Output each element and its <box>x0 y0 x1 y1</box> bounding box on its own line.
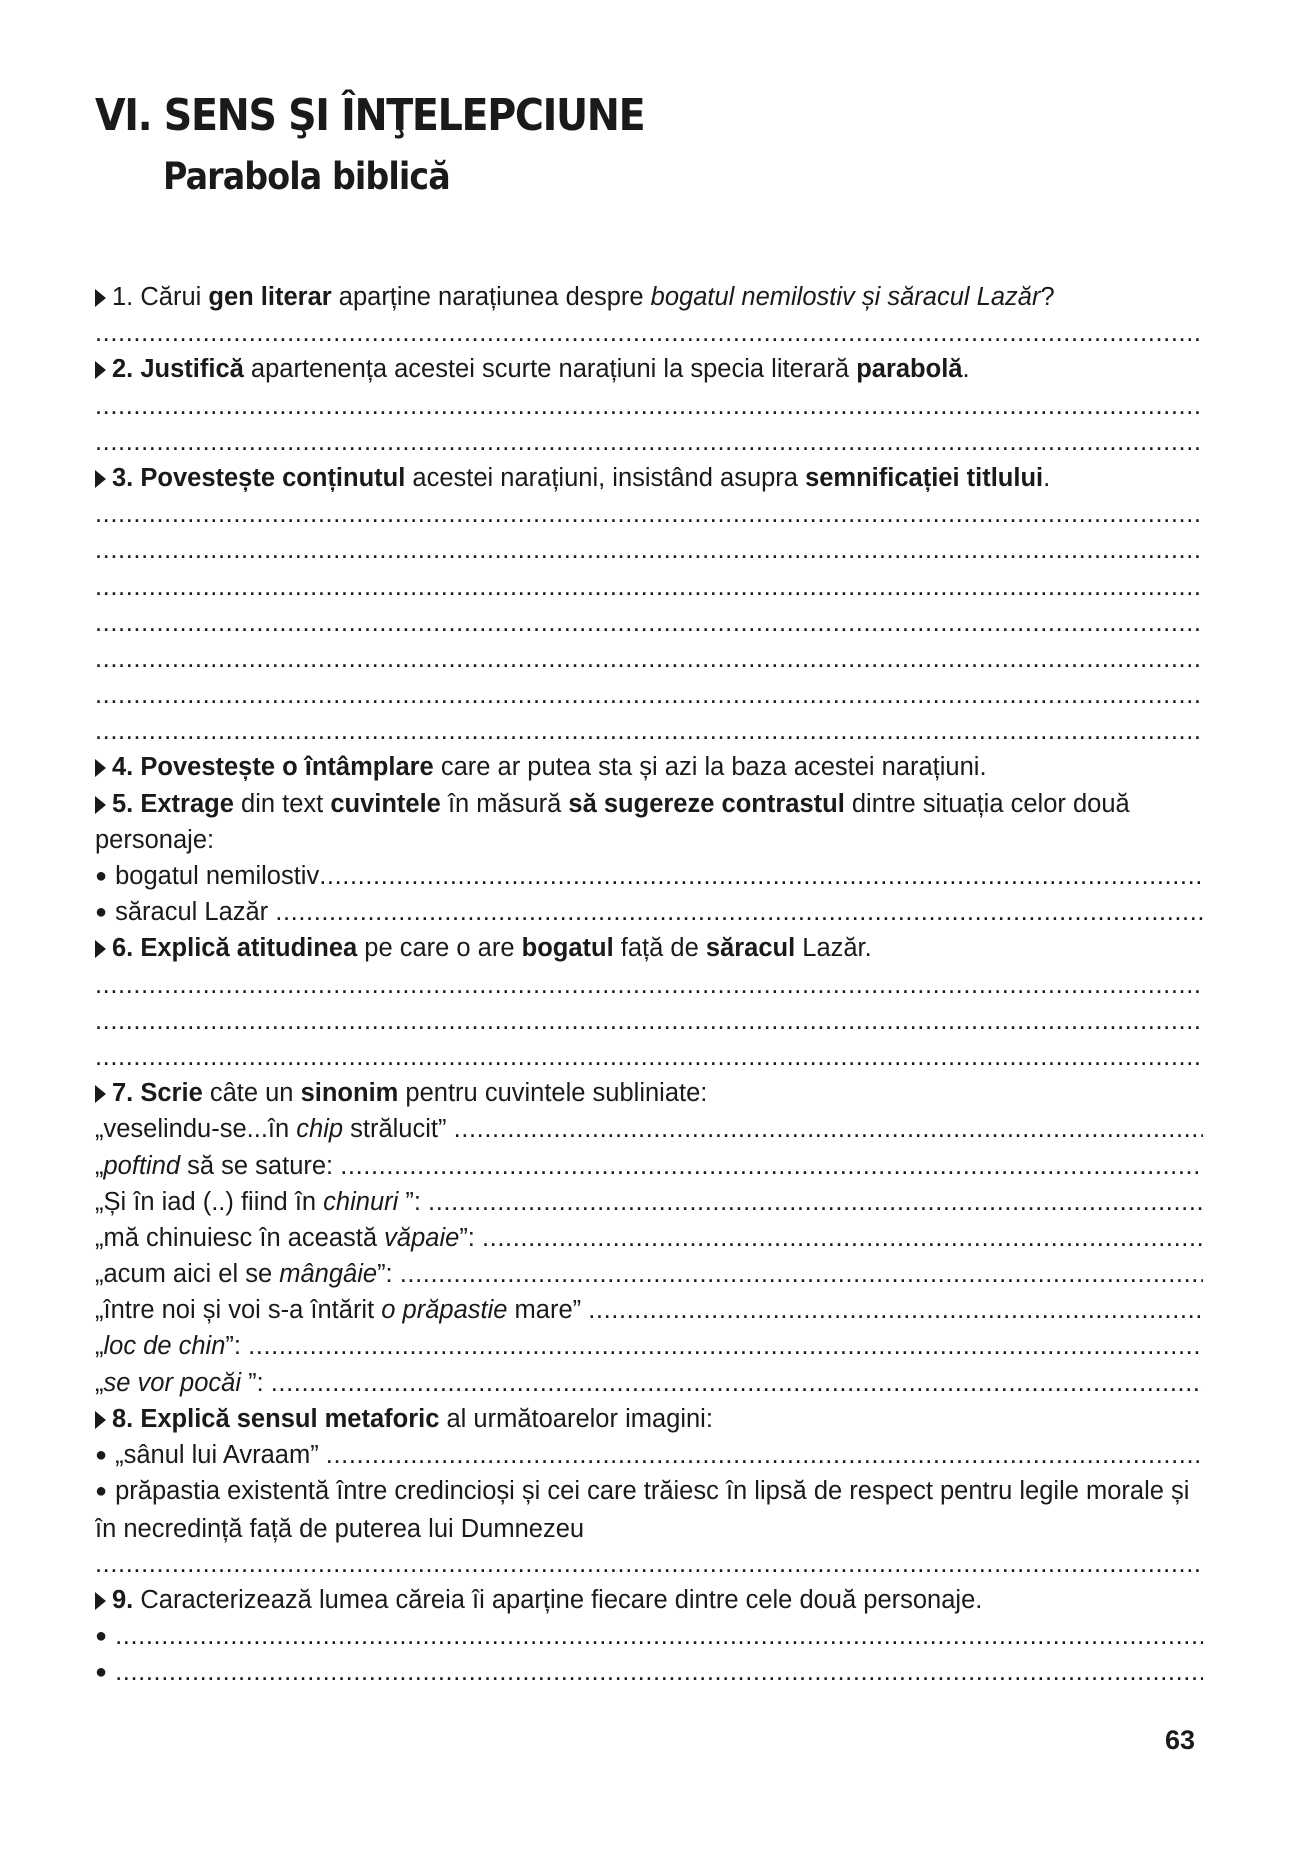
bullet-icon: ● <box>95 865 108 888</box>
question-3: 3. Povestește conținutul acestei narațiuni, insistând asupra semnificației titlului . <box>95 460 1203 496</box>
answer-line[interactable] <box>95 605 1203 641</box>
synonym-item: „ poftind să se sature: ..... <box>95 1148 1203 1184</box>
answer-blank[interactable] <box>326 1437 1203 1473</box>
page-number: 63 <box>1165 1725 1196 1755</box>
answer-blank[interactable] <box>115 1618 1203 1654</box>
answer-line[interactable] <box>95 1546 1203 1582</box>
answer-blank[interactable] <box>275 894 1203 930</box>
synonym-item: „între noi și voi s-a întărit o prăpastie mare” ..... <box>95 1292 1203 1328</box>
question-6: 6. Explică atitudinea pe care o are bogatul față de săracul Lazăr. <box>95 930 1203 966</box>
synonym-item: „Și în iad (..) fiind în chinuri ”: ..... <box>95 1184 1203 1220</box>
answer-line[interactable] <box>95 641 1203 677</box>
chapter-title: VI. SENS ŞI ÎNŢELEPCIUNE <box>95 90 645 141</box>
question-8: 8. Explică sensul metaforic al următoarelor imagini: <box>95 1401 1203 1437</box>
question-2: 2. Justifică apartenența acestei scurte narațiuni la specia literară parabolă . <box>95 351 1203 387</box>
synonym-item: „ se vor pocăi ”: ..... <box>95 1365 1203 1401</box>
answer-line[interactable] <box>95 569 1203 605</box>
synonym-item: „veselindu-se...în chip strălucit” ..... <box>95 1111 1203 1147</box>
answer-line[interactable] <box>95 532 1203 568</box>
synonym-item: „ loc de chin ”: ..... <box>95 1328 1203 1364</box>
answer-line[interactable] <box>95 424 1203 460</box>
arrow-icon <box>95 759 106 777</box>
arrow-icon <box>95 796 106 814</box>
answer-blank[interactable] <box>340 1148 1203 1184</box>
answer-blank[interactable] <box>482 1220 1203 1256</box>
answer-blank[interactable] <box>271 1365 1203 1401</box>
synonym-item: „mă chinuiesc în această văpaie ”: ..... <box>95 1220 1203 1256</box>
worksheet-body <box>95 279 1203 1690</box>
question-1: 1. Cărui gen literar aparține narațiunea despre bogatul nemilostiv și săracul Lazăr ? <box>95 279 1203 315</box>
arrow-icon <box>95 470 106 488</box>
answer-blank[interactable] <box>115 1654 1203 1690</box>
answer-line[interactable] <box>95 677 1203 713</box>
bullet-icon: ● <box>95 1480 108 1503</box>
arrow-icon <box>95 1085 106 1103</box>
bullet-icon: ● <box>95 1444 108 1467</box>
list-item: ● bogatul nemilostiv ..... <box>95 858 1203 894</box>
answer-blank[interactable] <box>588 1292 1203 1328</box>
answer-blank[interactable] <box>248 1328 1203 1364</box>
answer-line[interactable] <box>95 1039 1203 1075</box>
answer-blank[interactable] <box>454 1111 1203 1147</box>
answer-line[interactable] <box>95 713 1203 749</box>
synonym-item: „acum aici el se mângâie ”: ..... <box>95 1256 1203 1292</box>
arrow-icon <box>95 1592 106 1610</box>
list-item: ● săracul Lazăr ..... <box>95 894 1203 930</box>
answer-line[interactable] <box>95 388 1203 424</box>
bullet-icon: ● <box>95 901 108 924</box>
answer-blank[interactable] <box>400 1256 1203 1292</box>
question-5: 5. Extrage din text cuvintele în măsură să sugereze contrastul dintre situația celor două personaje: <box>95 789 1130 854</box>
answer-line[interactable] <box>95 1003 1203 1039</box>
list-item <box>95 1654 1203 1690</box>
arrow-icon <box>95 1411 106 1429</box>
arrow-icon <box>95 361 106 379</box>
bullet-icon: ● <box>95 1661 108 1684</box>
answer-blank[interactable] <box>428 1184 1203 1220</box>
bullet-icon: ● <box>95 1624 108 1647</box>
list-item: ● „sânul lui Avraam” ..... <box>95 1437 1203 1473</box>
question-9: 9. Caracterizează lumea căreia îi aparține fiecare dintre cele două personaje. <box>95 1582 1203 1618</box>
answer-line[interactable] <box>95 496 1203 532</box>
lesson-subtitle: Parabola biblică <box>163 155 450 198</box>
answer-blank[interactable] <box>319 858 1203 894</box>
question-4: 4. Povestește o întâmplare care ar putea sta și azi la baza acestei narațiuni. <box>95 749 1203 785</box>
list-item: ● prăpastia existentă între credincioși și cei care trăiesc în lipsă de respect pentru legile morale și în necredință față de puterea lui Dumnezeu <box>95 1477 1190 1544</box>
answer-line[interactable] <box>95 967 1203 1003</box>
arrow-icon <box>95 289 106 307</box>
answer-line[interactable] <box>95 315 1203 351</box>
list-item <box>95 1618 1203 1654</box>
arrow-icon <box>95 940 106 958</box>
question-7: 7. Scrie câte un sinonim pentru cuvintele subliniate: <box>95 1075 1203 1111</box>
